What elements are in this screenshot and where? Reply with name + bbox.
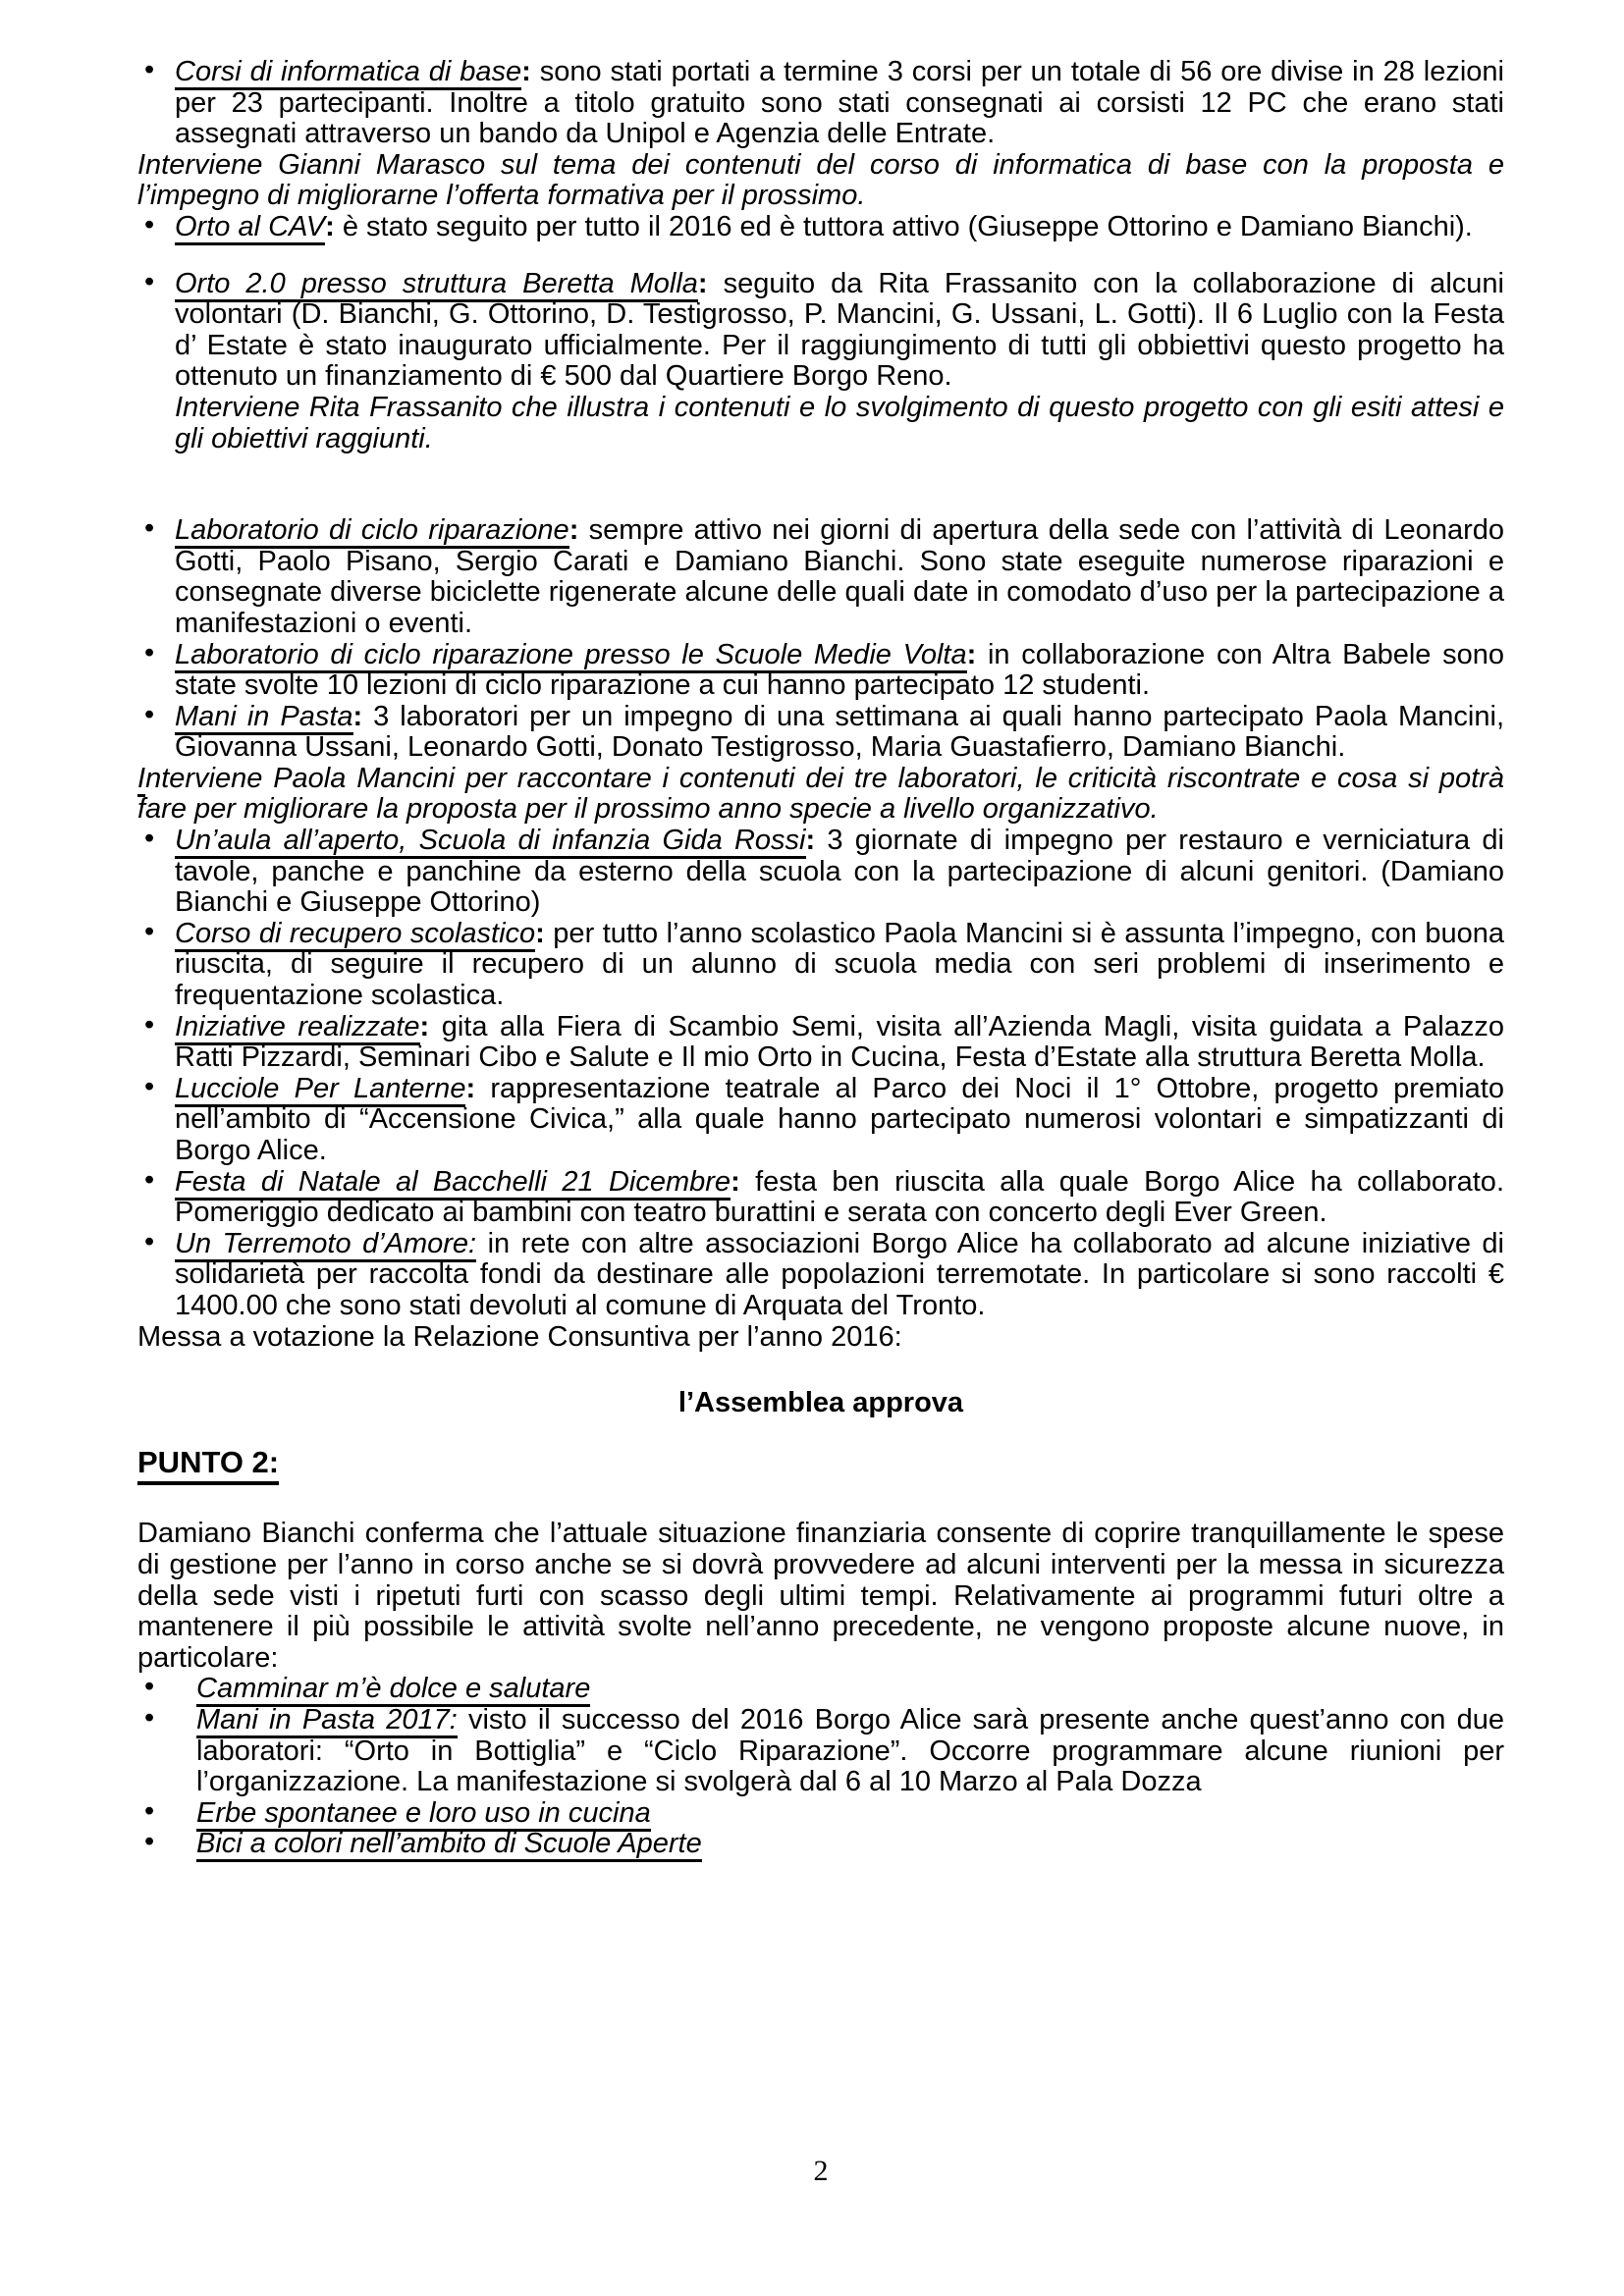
bullet-aula-aperto: [137, 823, 1505, 919]
bullet-icon: •: [144, 1794, 155, 1827]
bullet-terremoto-amore: [137, 1225, 1504, 1322]
bullet-icon: •: [144, 208, 155, 240]
item-title: Corsi di informatica di base: [175, 56, 521, 90]
section-heading-punto2: [137, 1444, 1504, 1479]
bullet-icon: •: [144, 915, 155, 947]
item-body: festa ben riuscita alla quale Borgo Alice ha collaborato. Pomeriggio dedicato ai bambini con teatro burattini e serata con concerto degli Ever Green.: [175, 1165, 1504, 1229]
bullet-corsi-informatica: [137, 54, 1504, 150]
bullet-icon: •: [144, 54, 155, 85]
item-title: Un’aula all’aperto, Scuola di infanzia Gida Rossi: [175, 825, 806, 859]
bullet-icon: •: [144, 1671, 155, 1703]
bullet-mani-in-pasta-2017: [137, 1701, 1505, 1798]
item-title: Un Terremoto d’Amore:: [175, 1228, 476, 1262]
bullet-icon: •: [144, 698, 155, 730]
bullet-icon: •: [144, 636, 155, 668]
bullet-bici-colori: [137, 1826, 1504, 1860]
item-title: Mani in Pasta: [175, 701, 353, 735]
item-body: sempre attivo nei giorni di apertura della sede con l’attività di Leonardo Gotti, Paolo Pisano, Sergio Carati e Damiano Bianchi. Sono state eseguite numerose riparazioni e consegnate diverse biciclette rigenerate alcune delle quali date in comodato d’uso per la partecipazione a manifestazioni o eventi.: [175, 514, 1504, 639]
bullet-laboratorio-ciclo-volta: [137, 636, 1504, 702]
item-title: Orto 2.0 presso struttura Beretta Molla: [175, 268, 698, 302]
bullet-icon: •: [144, 1701, 155, 1734]
intervention-note-mancini: [137, 764, 1504, 826]
bullet-mani-in-pasta: [137, 698, 1504, 764]
item-colon: :: [521, 56, 531, 87]
bullet-orto-beretta-molla: [137, 265, 1504, 393]
assembly-approval: l’Assemblea approva: [677, 1387, 964, 1419]
item-body: 3 laboratori per un impegno di una settimana ai quali hanno partecipato Paola Mancini, Giovanna Ussani, Leonardo Gotti, Donato Testigrosso, Maria Guastafierro, Damiano Bianchi.: [175, 700, 1504, 764]
bullet-festa-natale: [137, 1163, 1504, 1229]
bullet-iniziative-realizzate: [137, 1008, 1504, 1074]
item-title: Camminar m’è dolce e salutare: [196, 1673, 590, 1707]
bullet-icon: •: [144, 265, 155, 297]
bullet-icon: •: [144, 512, 155, 545]
bullet-icon: •: [144, 1163, 155, 1196]
bullet-icon: •: [144, 1826, 155, 1858]
bullet-orto-cav: [137, 208, 1504, 243]
bullet-icon: •: [144, 1008, 155, 1041]
item-colon: :: [697, 267, 708, 299]
item-colon: :: [568, 514, 579, 547]
intervention-note-marasco: Interviene Gianni Marasco sul tema dei contenuti del corso di informatica di base con la proposta e l’impegno di migliorarne l’offerta formativa per il prossimo.: [137, 148, 1504, 212]
item-body: in collaborazione con Altra Babele sono state svolte 10 lezioni di ciclo riparazione a cui hanno partecipato 12 studenti.: [175, 638, 1504, 702]
intervention-text: nterviene Paola Mancini per raccontare i contenuti dei tre laboratori, le criticità riscontrate e cosa si potrà fare per migliorare la proposta per il prossimo anno specie a livello organizzativo.: [137, 762, 1504, 826]
item-colon: :: [731, 1165, 740, 1198]
item-colon: :: [805, 825, 816, 857]
intervention-note-frassanito: Interviene Rita Frassanito che illustra i contenuti e lo svolgimento di questo progetto con gli esiti attesi e gli obiettivi raggiunti.: [175, 391, 1504, 454]
item-title: Bici a colori nell’ambito di Scuole Aperte: [196, 1828, 702, 1862]
item-title: Orto al CAV: [175, 211, 325, 245]
item-colon: :: [419, 1010, 430, 1042]
heading-text: PUNTO 2:: [137, 1445, 279, 1485]
item-colon: :: [325, 210, 335, 242]
bullet-icon: •: [144, 823, 155, 855]
item-colon: :: [465, 1072, 476, 1104]
item-body: seguito da Rita Frassanito con la collaborazione di alcuni volontari (D. Bianchi, G. Ottorino, D. Testigrosso, P. Mancini, G. Ussani, L. Gotti). Il 6 Luglio con la Festa d’ Estate è stato inaugurato ufficialmente. Per il raggiungimento di tutti gli obbiettivi questo progetto ha ottenuto un finanziamento di € 500 dal Quartiere Borgo Reno.: [175, 267, 1504, 393]
page-number: 2: [813, 2155, 829, 2187]
item-title: Iniziative realizzate: [175, 1011, 420, 1045]
item-title: Mani in Pasta 2017:: [196, 1704, 458, 1738]
item-body: rappresentazione teatrale al Parco dei Noci il 1° Ottobre, progetto premiato nell’ambito di “Accensione Civica,” alla quale hanno partecipato numerosi volontari e simpatizzanti di Borgo Alice.: [175, 1072, 1504, 1166]
item-body: 3 giornate di impegno per restauro e verniciatura di tavole, panche e panchine da esterno della scuola con la partecipazione di alcuni genitori. (Damiano Bianchi e Giuseppe Ottorino): [175, 825, 1505, 919]
item-body: sono stati portati a termine 3 corsi per un totale di 56 ore divise in 28 lezioni per 23 partecipanti. Inoltre a titolo gratuito sono stati consegnati ai corsisti 12 PC che erano stati assegnati attraverso un bando da Unipol e Agenzia delle Entrate.: [175, 56, 1504, 150]
item-title: Lucciole Per Lanterne: [175, 1073, 465, 1107]
item-colon: :: [966, 638, 977, 670]
bullet-laboratorio-ciclo: [137, 512, 1504, 639]
bullet-icon: •: [144, 1070, 155, 1102]
item-body: visto il successo del 2016 Borgo Alice sarà presente anche quest’anno con due laboratori: “Orto in Bottiglia” e “Ciclo Riparazione”. Occorre programmare alcune riunioni per l’organizzazione. La manifestazione si svolgerà dal 6 al 10 Marzo al Pala Dozza: [196, 1703, 1505, 1798]
lead-letter: I: [137, 763, 145, 797]
item-colon: :: [352, 700, 363, 732]
bullet-lucciole-lanterne: [137, 1070, 1504, 1167]
item-title: Laboratorio di ciclo riparazione: [175, 514, 569, 549]
item-body: gita alla Fiera di Scambio Semi, visita all’Azienda Magli, visita guidata a Palazzo Ratti Pizzardi, Seminari Cibo e Salute e Il mio Orto in Cucina, Festa d’Estate alla struttura Beretta Molla.: [175, 1010, 1504, 1074]
item-title: Erbe spontanee e loro uso in cucina: [196, 1797, 651, 1832]
item-title: Festa di Natale al Bacchelli 21 Dicembre: [175, 1166, 731, 1201]
bullet-corso-recupero: [137, 915, 1504, 1012]
item-title: Laboratorio di ciclo riparazione presso le Scuole Medie Volta: [175, 639, 967, 673]
bullet-icon: •: [144, 1225, 155, 1257]
item-body: in rete con altre associazioni Borgo Alice ha collaborato ad alcune iniziative di solidarietà per raccolta fondi da destinare alle popolazioni terremotate. In particolare si sono raccolti € 1400.00 che sono stati devoluti al comune di Arquata del Tronto.: [175, 1227, 1504, 1321]
bullet-camminar: [137, 1671, 1504, 1705]
punto2-paragraph: Damiano Bianchi conferma che l’attuale situazione finanziaria consente di coprire tranquillamente le spese di gestione per l’anno in corso anche se si dovrà provvedere ad alcuni interventi per la messa in sicurezza della sede visti i ripetuti furti con scasso degli ultimi tempi. Relativamente ai programmi futuri oltre a mantenere il più possibile le attività svolte nell’anno precedente, ne vengono proposte alcune nuove, in particolare:: [137, 1518, 1504, 1674]
item-title: Corso di recupero scolastico: [175, 918, 535, 952]
item-body: è stato seguito per tutto il 2016 ed è tuttora attivo (Giuseppe Ottorino e Damiano Bianchi).: [334, 210, 1473, 242]
item-colon: :: [535, 917, 545, 949]
vote-statement: Messa a votazione la Relazione Consuntiva per l’anno 2016:: [137, 1320, 902, 1353]
item-body: per tutto l’anno scolastico Paola Mancini si è assunta l’impegno, con buona riuscita, di seguire il recupero di un alunno di scuola media con seri problemi di inserimento e frequentazione scolastica.: [175, 917, 1504, 1012]
bullet-erbe-spontanee: [137, 1794, 1504, 1830]
